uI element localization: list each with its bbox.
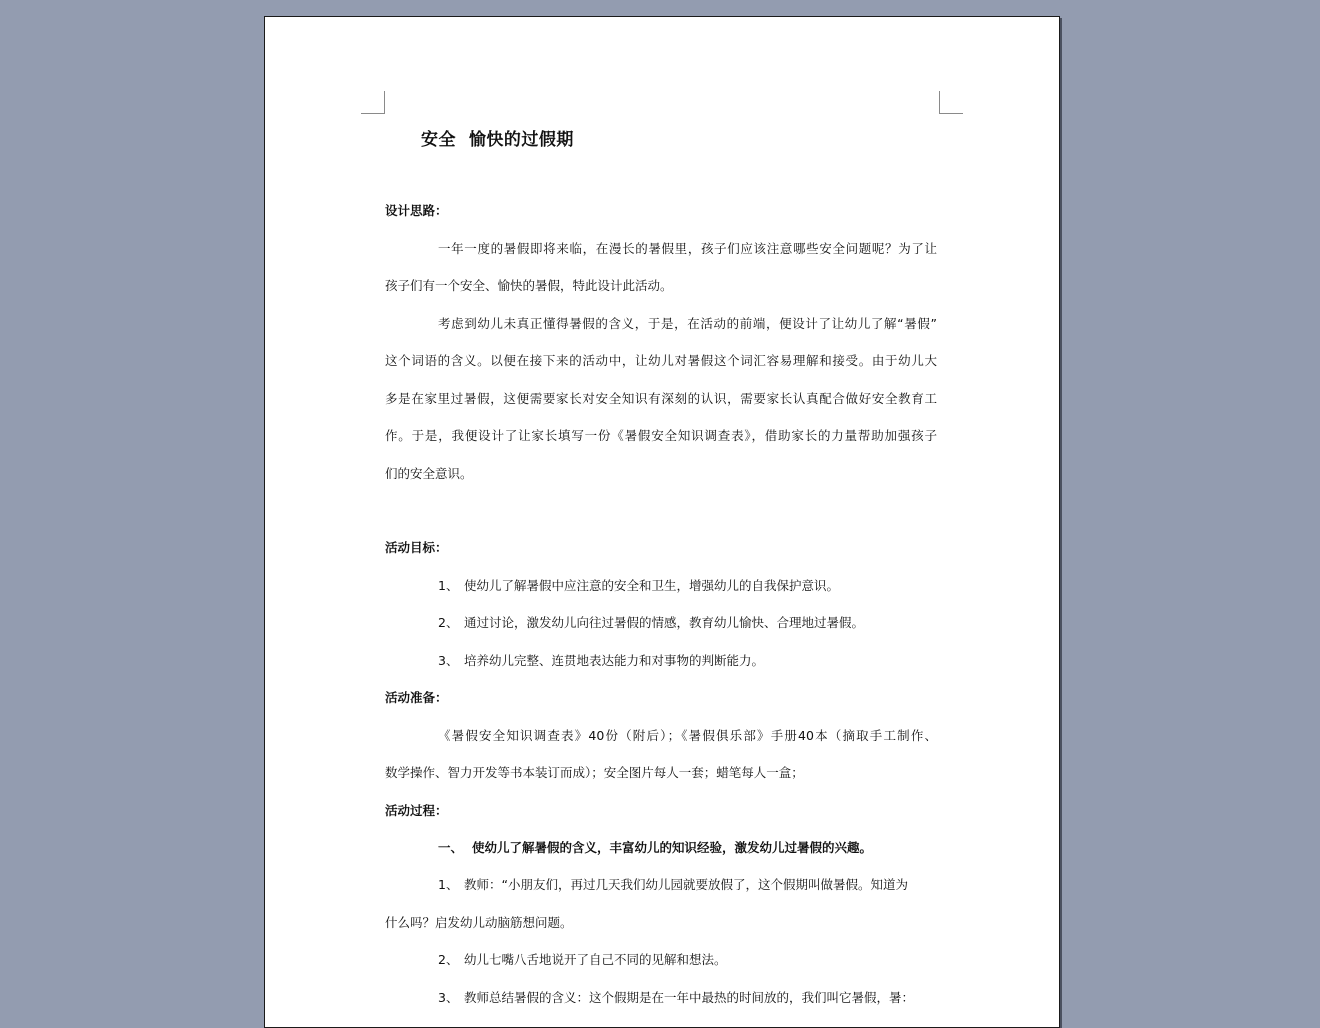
- design-paragraph-2-line-3: 多是在家里过暑假，这便需要家长对安全知识有深刻的认识，需要家长认真配合做好安全教育工: [385, 391, 937, 406]
- goal-number: 1、: [438, 578, 459, 593]
- document-page: [264, 16, 1060, 1028]
- process-item-1-line-2: 什么吗？启发幼儿动脑筋想问题。: [385, 915, 573, 930]
- design-paragraph-1-line-2: 孩子们有一个安全、愉快的暑假，特此设计此活动。: [385, 278, 673, 293]
- process-item-number: 2、: [438, 952, 459, 967]
- process-item-2: [438, 952, 727, 968]
- goal-text: 培养幼儿完整、连贯地表达能力和对事物的判断能力。: [464, 653, 765, 668]
- goal-number: 3、: [438, 653, 459, 668]
- process-item-text: 幼儿七嘴八舌地说开了自己不同的见解和想法。: [464, 952, 727, 967]
- section-heading-prep: 活动准备：: [385, 690, 448, 705]
- process-item-3: [438, 990, 914, 1006]
- margin-corner-top-left: [361, 91, 385, 114]
- process-item-1: [438, 877, 937, 893]
- section-heading-process: 活动过程：: [385, 803, 448, 818]
- prep-line-1: 《暑假安全知识调查表》40份（附后）；《暑假俱乐部》手册40本（摘取手工制作、: [438, 728, 937, 743]
- process-item-text: 教师：“小朋友们，再过几天我们幼儿园就要放假了，这个假期叫做暑假。知道为: [464, 877, 908, 892]
- design-paragraph-1-line-1: 一年一度的暑假即将来临，在漫长的暑假里，孩子们应该注意哪些安全问题呢？为了让: [438, 241, 937, 256]
- section-heading-design: 设计思路：: [385, 203, 448, 218]
- process-item-number: 3、: [438, 990, 459, 1005]
- design-paragraph-2-line-1: 考虑到幼儿未真正懂得暑假的含义，于是，在活动的前端，便设计了让幼儿了解“暑假”: [438, 316, 937, 331]
- process-item-text: 教师总结暑假的含义：这个假期是在一年中最热的时间放的，我们叫它暑假，暑：: [464, 990, 915, 1005]
- process-step-1: [438, 840, 872, 856]
- design-paragraph-2-line-4: 作。于是，我便设计了让家长填写一份《暑假安全知识调查表》，借助家长的力量帮助加强孩子: [385, 428, 937, 443]
- goal-item: [438, 653, 764, 669]
- goal-item: [438, 615, 864, 631]
- design-paragraph-2-line-2: 这个词语的含义。以便在接下来的活动中，让幼儿对暑假这个词汇容易理解和接受。由于幼儿大: [385, 353, 937, 368]
- design-paragraph-2-line-5: 们的安全意识。: [385, 466, 473, 481]
- margin-corner-top-right: [939, 91, 963, 114]
- goal-item: [438, 578, 839, 594]
- goal-text: 使幼儿了解暑假中应注意的安全和卫生，增强幼儿的自我保护意识。: [464, 578, 840, 593]
- document-title: 安全 愉快的过假期: [421, 130, 574, 150]
- process-item-number: 1、: [438, 877, 459, 892]
- process-step-number: 一、: [438, 840, 464, 855]
- goal-text: 通过讨论，激发幼儿向往过暑假的情感，教育幼儿愉快、合理地过暑假。: [464, 615, 865, 630]
- process-step-text: 使幼儿了解暑假的含义，丰富幼儿的知识经验，激发幼儿过暑假的兴趣。: [472, 840, 873, 855]
- goal-number: 2、: [438, 615, 459, 630]
- prep-line-2: 数学操作、智力开发等书本装订而成）；安全图片每人一套；蜡笔每人一盒；: [385, 765, 804, 780]
- section-heading-goals: 活动目标：: [385, 540, 448, 555]
